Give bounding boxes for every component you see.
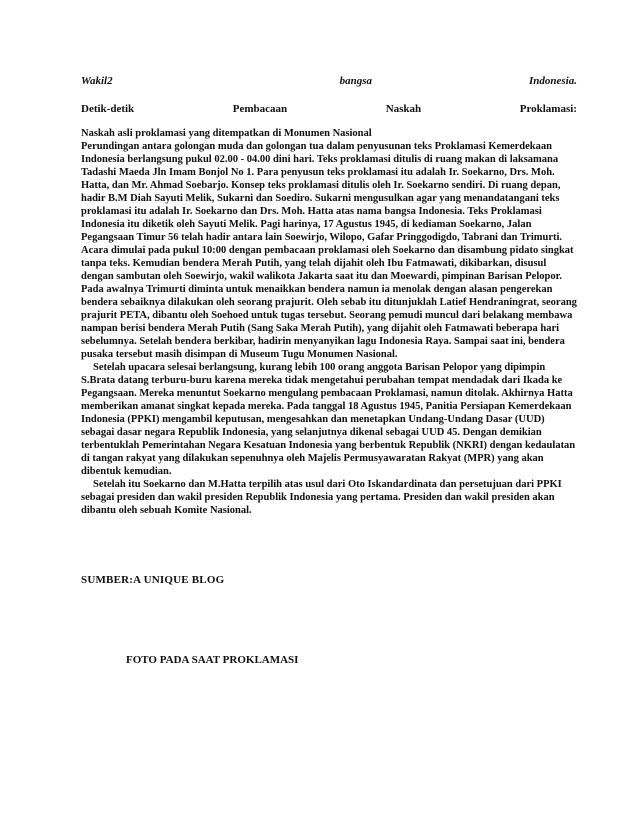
- photo-caption: FOTO PADA SAAT PROKLAMASI: [126, 654, 299, 666]
- subtitle-word-3: Naskah: [385, 103, 422, 115]
- body-paragraph-1: Naskah asli proklamasi yang ditempatkan di Monumen Nasional: [81, 128, 372, 139]
- document-body: [81, 127, 577, 517]
- document-title: [81, 75, 577, 87]
- title-word-2: bangsa: [339, 75, 372, 87]
- document-subtitle: [81, 103, 577, 115]
- body-paragraph-5: Setelah itu Soekarno dan M.Hatta terpilih atas usul dari Oto Iskandardinata dan persetujuan dari PPKI sebagai presiden dan wakil presiden Republik Indonesia yang pertama. Presiden dan wakil presiden akan dibantu oleh sebuah Komite Nasional.: [81, 479, 562, 516]
- subtitle-word-2: Pembacaan: [232, 103, 288, 115]
- title-word-1: Wakil2: [81, 75, 113, 87]
- source-line: SUMBER:A UNIQUE BLOG: [81, 574, 225, 586]
- body-paragraph-4: Setelah upacara selesai berlangsung, kurang lebih 100 orang anggota Barisan Pelopor yang dipimpin S.Brata datang terburu-buru karena mereka tidak mengetahui perubahan tempat mendadak dari Ikada ke Pegangsaan. Mereka menuntut Soekarno mengulang pembacaan Proklamasi, namun ditolak. Akhirnya Hatta memberikan amanat singkat kepada mereka. Pada tanggal 18 Agustus 1945, Panitia Persiapan Kemerdekaan Indonesia (PPKI) mengambil keputusan, mengesahkan dan menetapkan Undang-Undang Dasar (UUD) sebagai dasar negara Republik Indonesia, yang selanjutnya dikenal sebagai UUD 45. Dengan demikian terbentuklah Pemerintahan Negara Kesatuan Indonesia yang berbentuk Republik (NKRI) dengan kedaulatan di tangan rakyat yang dilakukan sepenuhnya oleh Majelis Permusyawaratan Rakyat (MPR) yang akan dibentuk kemudian.: [81, 362, 576, 477]
- body-paragraph-3: Pada awalnya Trimurti diminta untuk menaikkan bendera namun ia menolak dengan alasan pengerekan bendera sebaiknya dilakukan oleh seorang prajurit. Oleh sebab itu ditunjuklah Latief Hendraningrat, seorang prajurit PETA, dibantu oleh Soehoed untuk tugas tersebut. Seorang pemudi muncul dari belakang membawa nampan berisi bendera Merah Putih (Sang Saka Merah Putih), yang dijahit oleh Fatmawati beberapa hari sebelumnya. Setelah bendera berkibar, hadirin menyanyikan lagu Indonesia Raya. Sampai saat ini, bendera pusaka tersebut masih disimpan di Museum Tugu Monumen Nasional.: [81, 284, 577, 360]
- subtitle-word-1: Detik-detik: [81, 103, 135, 115]
- title-word-3: Indonesia.: [528, 75, 577, 87]
- body-paragraph-2: Perundingan antara golongan muda dan golongan tua dalam penyusunan teks Proklamasi Kemerdekaan Indonesia berlangsung pukul 02.00 - 04.00 dini hari. Teks proklamasi ditulis di ruang makan di laksamana Tadashi Maeda Jln Imam Bonjol No 1. Para penyusun teks proklamasi itu adalah Ir. Soekarno, Drs. Moh. Hatta, dan Mr. Ahmad Soebarjo. Konsep teks proklamasi ditulis oleh Ir. Soekarno sendiri. Di ruang depan, hadir B.M Diah Sayuti Melik, Sukarni dan Soediro. Sukarni mengusulkan agar yang menandatangani teks proklamasi itu adalah Ir. Soekarno dan Drs. Moh. Hatta atas nama bangsa Indonesia. Teks Proklamasi Indonesia itu diketik oleh Sayuti Melik. Pagi harinya, 17 Agustus 1945, di kediaman Soekarno, Jalan Pegangsaan Timur 56 telah hadir antara lain Soewirjo, Wilopo, Gafar Pringgodigdo, Tabrani dan Trimurti. Acara dimulai pada pukul 10:00 dengan pembacaan proklamasi oleh Soekarno dan disambung pidato singkat tanpa teks. Kemudian bendera Merah Putih, yang telah dijahit oleh Ibu Fatmawati, dikibarkan, disusul dengan sambutan oleh Soewirjo, wakil walikota Jakarta saat itu dan Moewardi, pimpinan Barisan Pelopor.: [81, 141, 574, 282]
- subtitle-word-4: Proklamasi:: [519, 103, 577, 115]
